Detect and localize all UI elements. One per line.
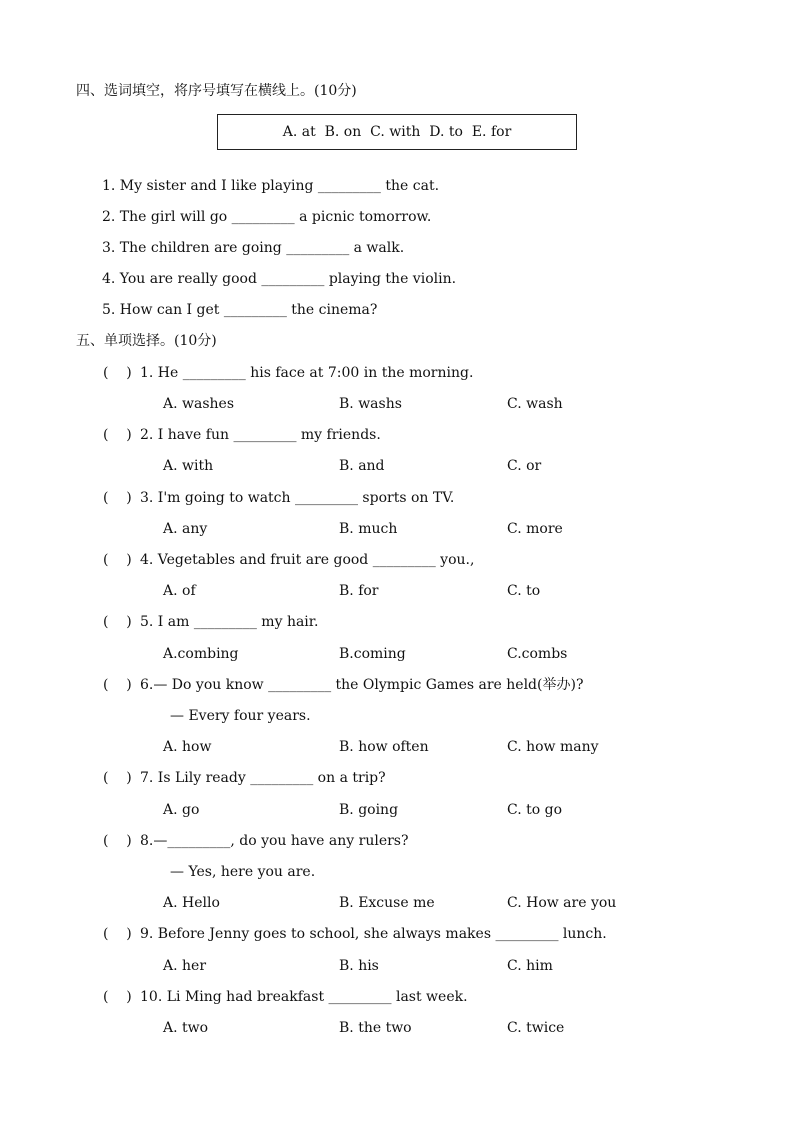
question-5-option-a: A.combing [163,646,239,662]
fill-item-4: 4. You are really good _________ playing the violin. [102,271,457,287]
question-8-option-b: B. Excuse me [339,895,435,911]
question-7-option-c: C. to go [507,802,563,818]
answer-paren-1: ( ) [103,365,132,381]
answer-paren-6: ( ) [103,677,132,693]
answer-paren-4: ( ) [103,552,132,568]
question-6-option-c: C. how many [507,739,599,755]
question-6-stem: 6.— Do you know _________ the Olympic Games are held(举办)? [140,677,584,693]
question-5-stem: 5. I am _________ my hair. [140,614,319,630]
question-10-option-b: B. the two [339,1020,412,1036]
question-2-stem: 2. I have fun _________ my friends. [140,427,381,443]
fill-item-5: 5. How can I get _________ the cinema? [102,302,378,318]
fill-item-2: 2. The girl will go _________ a picnic tomorrow. [102,209,432,225]
question-3-stem: 3. I'm going to watch _________ sports on TV. [140,490,455,506]
fill-item-1: 1. My sister and I like playing _________ the cat. [102,178,440,194]
question-3-option-c: C. more [507,521,563,537]
question-3-option-b: B. much [339,521,398,537]
question-10-option-c: C. twice [507,1020,565,1036]
question-8-option-a: A. Hello [163,895,220,911]
question-10-stem: 10. Li Ming had breakfast _________ last week. [140,989,468,1005]
question-8-option-c: C. How are you [507,895,617,911]
question-1-option-b: B. washs [339,396,402,412]
question-8-reply: — Yes, here you are. [170,864,316,880]
question-6-reply: — Every four years. [170,708,311,724]
section4-title: 四、选词填空，将序号填写在横线上。(10分) [76,83,357,99]
question-8-stem: 8.—_________, do you have any rulers? [140,833,409,849]
fill-item-3: 3. The children are going _________ a walk. [102,240,405,256]
answer-paren-8: ( ) [103,833,132,849]
question-4-option-c: C. to [507,583,541,599]
answer-paren-3: ( ) [103,490,132,506]
question-7-stem: 7. Is Lily ready _________ on a trip? [140,770,386,786]
answer-paren-10: ( ) [103,989,132,1005]
question-2-option-b: B. and [339,458,385,474]
question-10-option-a: A. two [163,1020,209,1036]
question-7-option-a: A. go [163,802,200,818]
word-bank-box: A. at B. on C. with D. to E. for [217,114,577,150]
question-9-option-c: C. him [507,958,553,974]
answer-paren-7: ( ) [103,770,132,786]
question-5-option-c: C.combs [507,646,568,662]
question-3-option-a: A. any [163,521,208,537]
question-4-option-b: B. for [339,583,379,599]
question-1-option-c: C. wash [507,396,563,412]
question-2-option-c: C. or [507,458,542,474]
question-4-stem: 4. Vegetables and fruit are good _________ you., [140,552,475,568]
section5-title: 五、单项选择。(10分) [76,333,217,349]
question-9-option-b: B. his [339,958,379,974]
question-6-option-b: B. how often [339,739,429,755]
question-6-option-a: A. how [163,739,212,755]
question-1-stem: 1. He _________ his face at 7:00 in the morning. [140,365,474,381]
question-1-option-a: A. washes [163,396,235,412]
answer-paren-9: ( ) [103,926,132,942]
question-9-option-a: A. her [163,958,207,974]
answer-paren-2: ( ) [103,427,132,443]
question-2-option-a: A. with [163,458,214,474]
question-5-option-b: B.coming [339,646,406,662]
question-4-option-a: A. of [163,583,196,599]
question-7-option-b: B. going [339,802,399,818]
answer-paren-5: ( ) [103,614,132,630]
question-9-stem: 9. Before Jenny goes to school, she always makes _________ lunch. [140,926,607,942]
